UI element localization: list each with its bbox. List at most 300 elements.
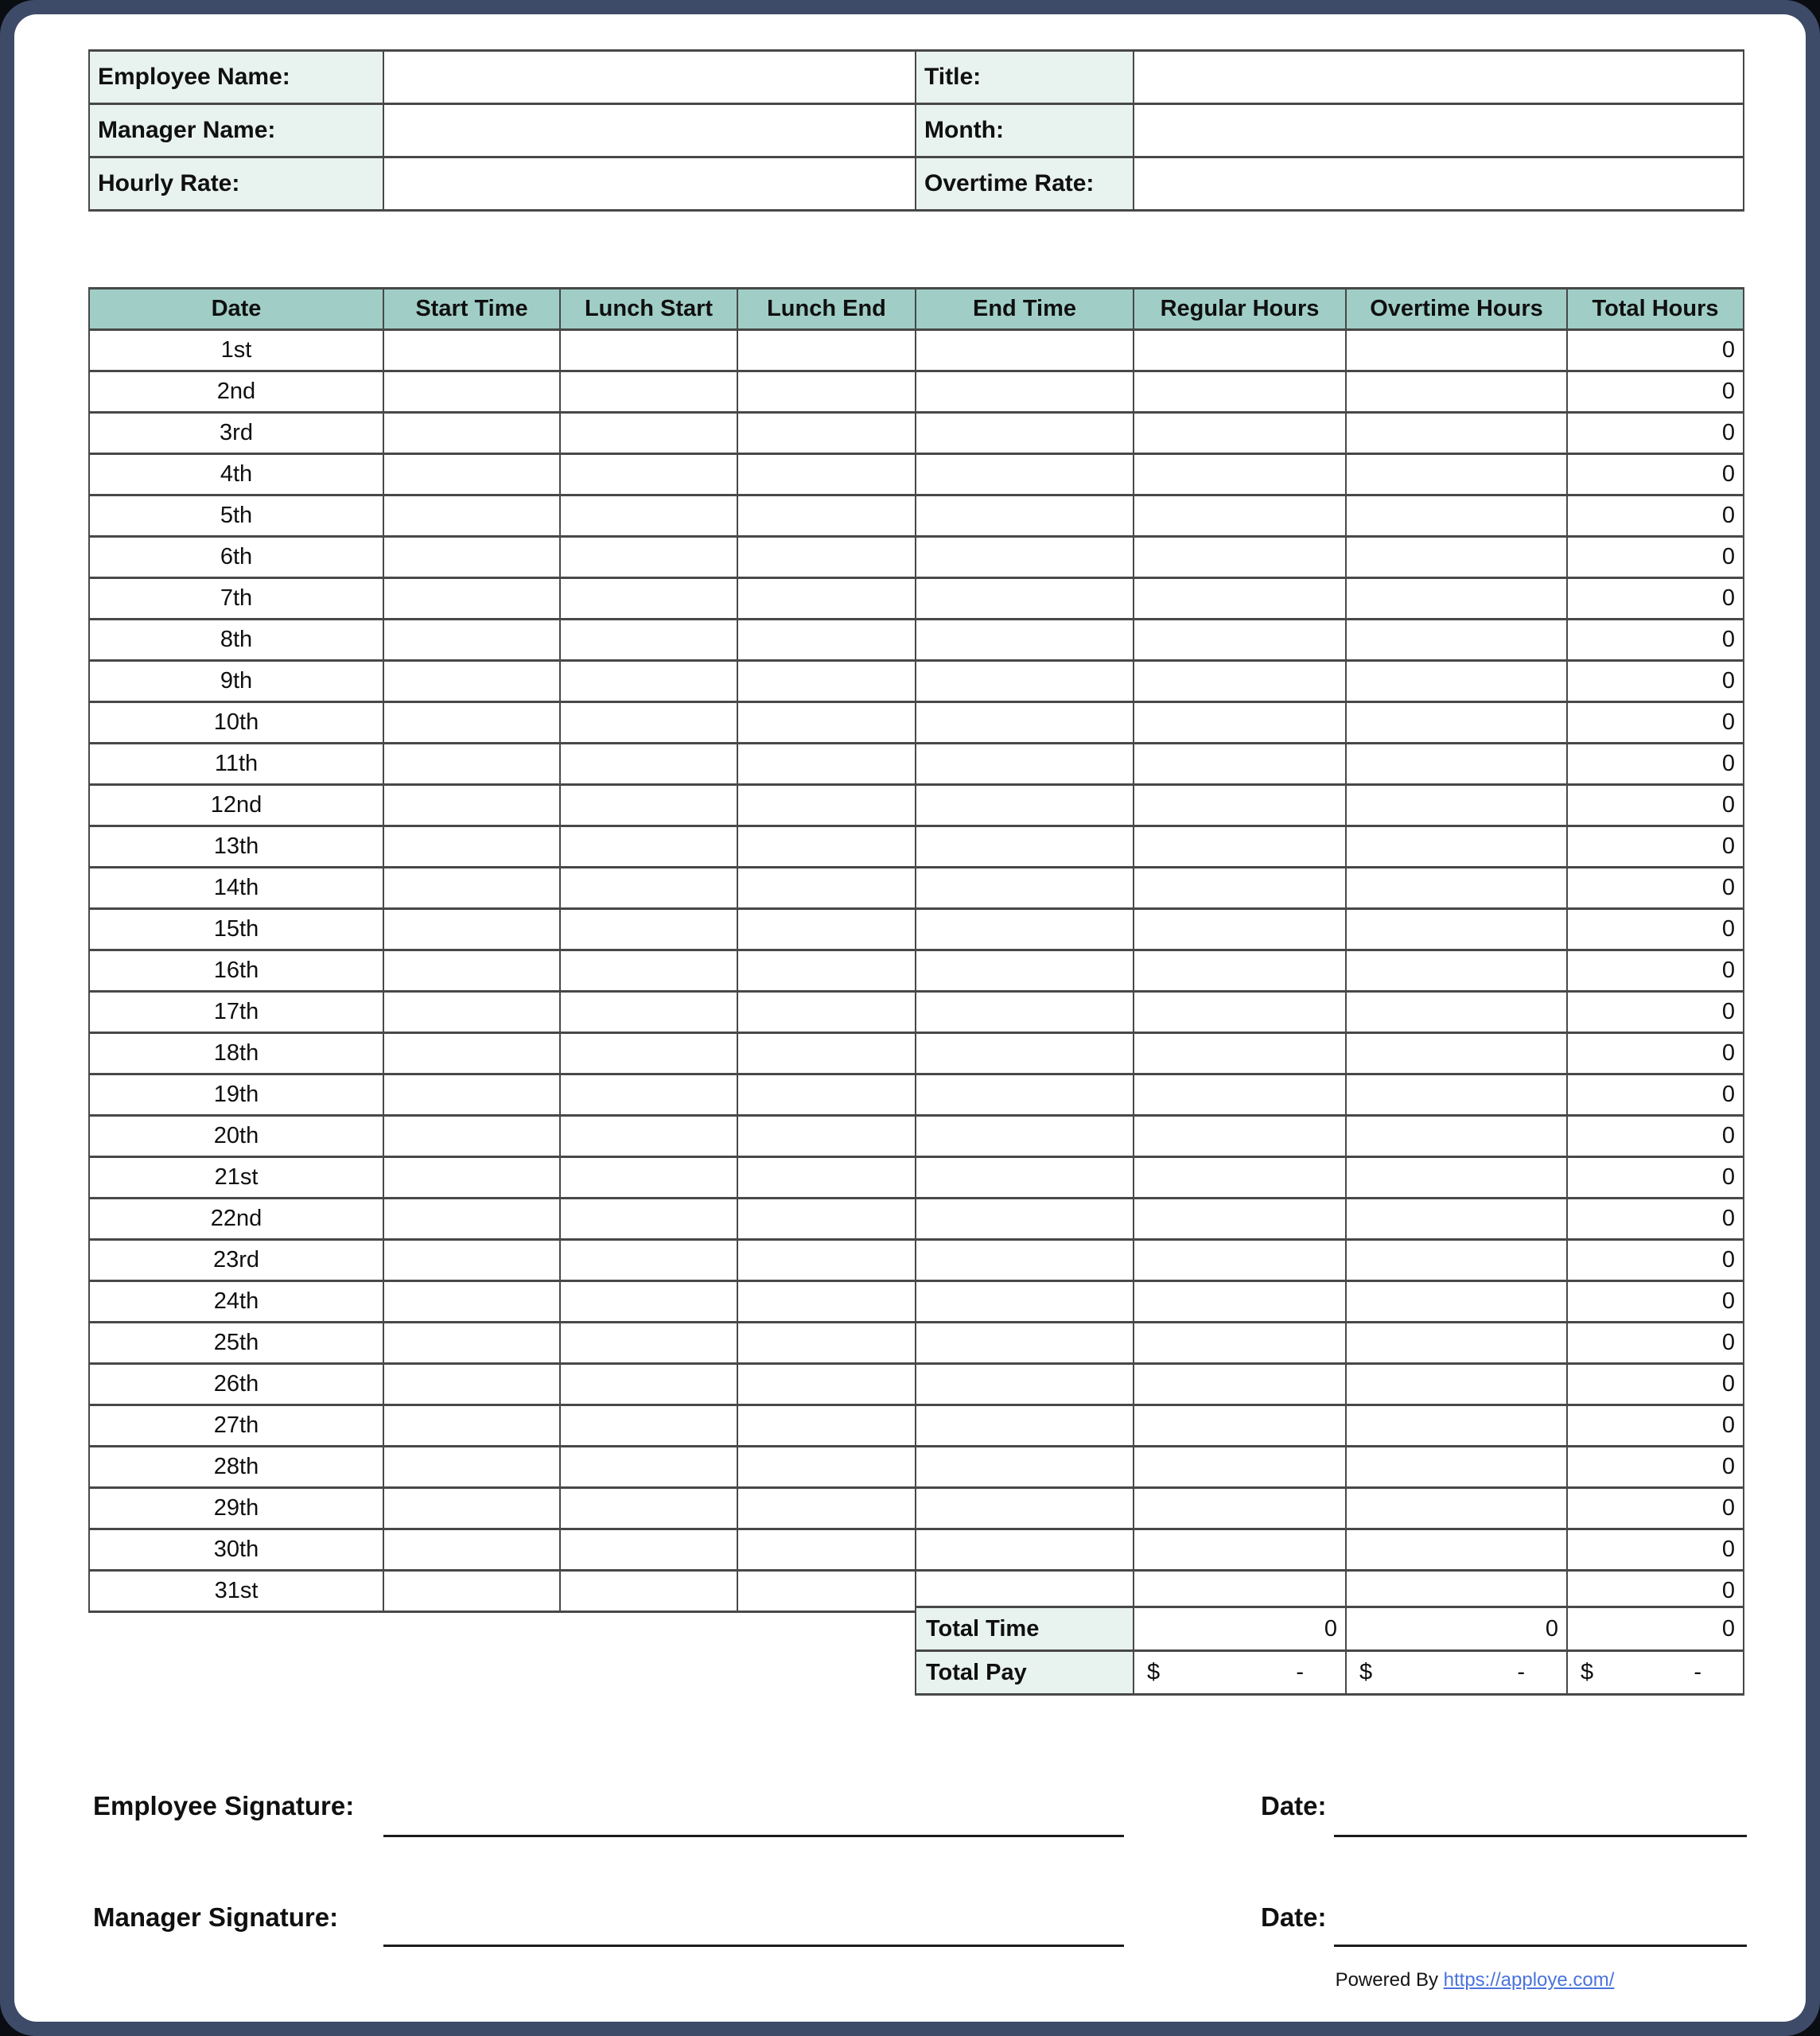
date-cell[interactable]: 12nd <box>89 785 383 826</box>
date-cell[interactable]: 30th <box>89 1529 383 1571</box>
total-hours-cell[interactable]: 0 <box>1567 537 1744 578</box>
total-hours-cell[interactable]: 0 <box>1567 1607 1744 1651</box>
total-hours-cell[interactable]: 0 <box>1567 1405 1744 1447</box>
currency-symbol: $ <box>1359 1659 1373 1685</box>
overtime-hours-cell[interactable] <box>1346 1323 1567 1364</box>
date-cell[interactable]: 5th <box>89 495 383 537</box>
lunch-end-cell[interactable] <box>737 454 916 495</box>
end-time-cell[interactable] <box>916 1364 1134 1405</box>
overtime-hours-cell[interactable] <box>1346 454 1567 495</box>
lunch-start-cell[interactable] <box>560 868 737 909</box>
overtime-hours-cell[interactable] <box>1346 826 1567 868</box>
lunch-start-cell[interactable] <box>560 578 737 620</box>
regular-hours-cell[interactable] <box>1134 1240 1346 1281</box>
end-time-cell[interactable] <box>916 909 1134 950</box>
end-time-cell[interactable] <box>916 868 1134 909</box>
apploye-link[interactable]: https://apploye.com/ <box>1443 1969 1615 1991</box>
end-time-cell[interactable] <box>916 413 1134 454</box>
date-cell[interactable]: 20th <box>89 1116 383 1157</box>
date-cell[interactable]: 7th <box>89 578 383 620</box>
end-time-cell[interactable] <box>916 1240 1134 1281</box>
lunch-start-cell[interactable] <box>560 661 737 702</box>
date-cell[interactable]: 29th <box>89 1488 383 1529</box>
start-time-cell[interactable] <box>383 992 560 1033</box>
total-hours-cell[interactable]: 0 <box>1567 1157 1744 1199</box>
total-hours-cell[interactable]: 0 <box>1567 1571 1744 1612</box>
overtime-hours-cell[interactable] <box>1346 330 1567 371</box>
currency-symbol: $ <box>1581 1659 1594 1685</box>
lunch-start-cell[interactable] <box>560 744 737 785</box>
overtime-hours-cell[interactable] <box>1346 578 1567 620</box>
lunch-start-cell[interactable] <box>560 1447 737 1488</box>
start-time-cell[interactable] <box>383 909 560 950</box>
lunch-end-cell[interactable] <box>737 661 916 702</box>
timesheet-row <box>89 1116 1744 1157</box>
regular-hours-cell[interactable] <box>1134 1364 1346 1405</box>
lunch-end-cell[interactable] <box>737 1240 916 1281</box>
start-time-cell[interactable] <box>383 1199 560 1240</box>
employee-name-field[interactable] <box>383 51 916 104</box>
lunch-start-cell[interactable] <box>560 495 737 537</box>
timesheet-row <box>89 1033 1744 1074</box>
date-cell[interactable]: 26th <box>89 1364 383 1405</box>
start-time-cell[interactable] <box>383 495 560 537</box>
lunch-end-cell[interactable] <box>737 578 916 620</box>
total-hours-cell[interactable]: 0 <box>1567 1364 1744 1405</box>
date-cell[interactable]: 3rd <box>89 413 383 454</box>
date-cell[interactable]: 18th <box>89 1033 383 1074</box>
date-cell[interactable]: 16th <box>89 950 383 992</box>
end-time-cell[interactable] <box>916 1157 1134 1199</box>
lunch-end-cell[interactable] <box>737 1323 916 1364</box>
lunch-start-cell[interactable] <box>560 826 737 868</box>
date-cell[interactable]: 10th <box>89 702 383 744</box>
lunch-start-cell[interactable] <box>560 330 737 371</box>
overtime-hours-cell[interactable] <box>1346 661 1567 702</box>
timesheet-row <box>89 1281 1744 1323</box>
regular-hours-cell[interactable] <box>1134 992 1346 1033</box>
lunch-start-cell[interactable] <box>560 785 737 826</box>
overtime-hours-cell[interactable] <box>1346 1240 1567 1281</box>
overtime-pay-cell[interactable] <box>1346 1651 1567 1695</box>
column-header-lunch-start: Lunch Start <box>560 289 737 330</box>
overtime-rate-label: Overtime Rate: <box>916 157 1134 211</box>
total-hours-cell[interactable]: 0 <box>1567 1488 1744 1529</box>
start-time-cell[interactable] <box>383 702 560 744</box>
total-hours-cell[interactable]: 0 <box>1567 909 1744 950</box>
overtime-hours-cell[interactable] <box>1346 1488 1567 1529</box>
lunch-end-cell[interactable] <box>737 992 916 1033</box>
total-hours-cell[interactable]: 0 <box>1567 992 1744 1033</box>
lunch-end-cell[interactable] <box>737 744 916 785</box>
end-time-cell[interactable] <box>916 1281 1134 1323</box>
date-cell[interactable]: 31st <box>89 1571 383 1612</box>
total-time-label: Total Time <box>916 1607 1134 1651</box>
start-time-cell[interactable] <box>383 1529 560 1571</box>
overtime-hours-cell[interactable] <box>1346 1199 1567 1240</box>
regular-hours-cell[interactable] <box>1134 785 1346 826</box>
start-time-cell[interactable] <box>383 1323 560 1364</box>
employee-signature-line[interactable] <box>383 1835 1124 1837</box>
timesheet-row <box>89 950 1744 992</box>
manager-signature-label: Manager Signature: <box>93 1902 339 1932</box>
end-time-cell[interactable] <box>916 454 1134 495</box>
regular-hours-cell[interactable] <box>1134 1199 1346 1240</box>
title-field[interactable] <box>1134 51 1744 104</box>
lunch-end-cell[interactable] <box>737 371 916 413</box>
regular-hours-cell[interactable] <box>1134 826 1346 868</box>
hourly-rate-label: Hourly Rate: <box>89 157 383 211</box>
hourly-rate-field[interactable] <box>383 157 916 211</box>
date-cell[interactable]: 21st <box>89 1157 383 1199</box>
date-cell[interactable]: 4th <box>89 454 383 495</box>
end-time-cell[interactable] <box>916 1116 1134 1157</box>
lunch-start-cell[interactable] <box>560 1405 737 1447</box>
lunch-end-cell[interactable] <box>737 1199 916 1240</box>
timesheet-row <box>89 620 1744 661</box>
lunch-end-cell[interactable] <box>737 785 916 826</box>
total-regular-hours-cell[interactable]: 0 <box>1134 1607 1346 1651</box>
lunch-start-cell[interactable] <box>560 992 737 1033</box>
date-cell[interactable]: 24th <box>89 1281 383 1323</box>
overtime-hours-cell[interactable] <box>1346 702 1567 744</box>
start-time-cell[interactable] <box>383 1033 560 1074</box>
overtime-hours-cell[interactable] <box>1346 868 1567 909</box>
total-hours-cell[interactable]: 0 <box>1567 454 1744 495</box>
regular-pay-cell[interactable] <box>1134 1651 1346 1695</box>
lunch-end-cell[interactable] <box>737 1447 916 1488</box>
timesheet-row <box>89 330 1744 371</box>
lunch-start-cell[interactable] <box>560 1240 737 1281</box>
pay-dash: - <box>1517 1659 1525 1685</box>
end-time-cell[interactable] <box>916 620 1134 661</box>
lunch-end-cell[interactable] <box>737 1571 916 1612</box>
overtime-hours-cell[interactable] <box>1346 1074 1567 1116</box>
start-time-cell[interactable] <box>383 620 560 661</box>
lunch-end-cell[interactable] <box>737 495 916 537</box>
regular-hours-cell[interactable] <box>1134 868 1346 909</box>
lunch-start-cell[interactable] <box>560 1364 737 1405</box>
timesheet-row <box>89 1488 1744 1529</box>
overtime-hours-cell[interactable] <box>1346 620 1567 661</box>
end-time-cell[interactable] <box>916 1199 1134 1240</box>
date-cell[interactable]: 2nd <box>89 371 383 413</box>
start-time-cell[interactable] <box>383 1447 560 1488</box>
regular-hours-cell[interactable] <box>1134 950 1346 992</box>
end-time-cell[interactable] <box>916 661 1134 702</box>
column-header-end-time: End Time <box>916 289 1134 330</box>
lunch-start-cell[interactable] <box>560 620 737 661</box>
total-pay-label: Total Pay <box>916 1651 1134 1695</box>
lunch-start-cell[interactable] <box>560 1157 737 1199</box>
overtime-hours-cell[interactable] <box>1346 1033 1567 1074</box>
total-hours-cell[interactable]: 0 <box>1567 1199 1744 1240</box>
regular-hours-cell[interactable] <box>1134 495 1346 537</box>
total-hours-cell[interactable]: 0 <box>1567 1281 1744 1323</box>
lunch-start-cell[interactable] <box>560 371 737 413</box>
total-hours-cell[interactable]: 0 <box>1567 1240 1744 1281</box>
end-time-cell[interactable] <box>916 1033 1134 1074</box>
regular-hours-cell[interactable] <box>1134 454 1346 495</box>
lunch-start-cell[interactable] <box>560 950 737 992</box>
lunch-start-cell[interactable] <box>560 1116 737 1157</box>
total-hours-cell[interactable]: 0 <box>1567 1074 1744 1116</box>
end-time-cell[interactable] <box>916 1488 1134 1529</box>
timesheet-row <box>89 1364 1744 1405</box>
start-time-cell[interactable] <box>383 785 560 826</box>
date-cell[interactable]: 15th <box>89 909 383 950</box>
regular-hours-cell[interactable] <box>1134 1116 1346 1157</box>
overtime-hours-cell[interactable] <box>1346 1405 1567 1447</box>
start-time-cell[interactable] <box>383 537 560 578</box>
total-hours-cell[interactable]: 0 <box>1567 578 1744 620</box>
lunch-end-cell[interactable] <box>737 1116 916 1157</box>
date-cell[interactable]: 27th <box>89 1405 383 1447</box>
date-cell[interactable]: 1st <box>89 330 383 371</box>
start-time-cell[interactable] <box>383 1405 560 1447</box>
lunch-end-cell[interactable] <box>737 868 916 909</box>
total-hours-cell[interactable]: 0 <box>1567 495 1744 537</box>
end-time-cell[interactable] <box>916 785 1134 826</box>
end-time-cell[interactable] <box>916 371 1134 413</box>
overtime-hours-cell[interactable] <box>1346 1157 1567 1199</box>
start-time-cell[interactable] <box>383 950 560 992</box>
end-time-cell[interactable] <box>916 1405 1134 1447</box>
overtime-hours-cell[interactable] <box>1346 1281 1567 1323</box>
total-hours-cell[interactable]: 0 <box>1567 826 1744 868</box>
manager-name-field[interactable] <box>383 104 916 157</box>
regular-hours-cell[interactable] <box>1134 909 1346 950</box>
lunch-end-cell[interactable] <box>737 537 916 578</box>
manager-date-line[interactable] <box>1334 1945 1747 1947</box>
start-time-cell[interactable] <box>383 1488 560 1529</box>
currency-symbol: $ <box>1147 1659 1161 1685</box>
start-time-cell[interactable] <box>383 868 560 909</box>
overtime-hours-cell[interactable] <box>1346 950 1567 992</box>
column-header-start-time: Start Time <box>383 289 560 330</box>
total-hours-cell[interactable]: 0 <box>1567 1116 1744 1157</box>
lunch-end-cell[interactable] <box>737 1529 916 1571</box>
date-cell[interactable]: 13th <box>89 826 383 868</box>
date-cell[interactable]: 22nd <box>89 1199 383 1240</box>
start-time-cell[interactable] <box>383 454 560 495</box>
end-time-cell[interactable] <box>916 330 1134 371</box>
lunch-end-cell[interactable] <box>737 1074 916 1116</box>
lunch-end-cell[interactable] <box>737 1405 916 1447</box>
total-pay-row <box>916 1651 1744 1695</box>
regular-hours-cell[interactable] <box>1134 578 1346 620</box>
total-hours-cell[interactable]: 0 <box>1567 413 1744 454</box>
regular-hours-cell[interactable] <box>1134 661 1346 702</box>
lunch-start-cell[interactable] <box>560 1571 737 1612</box>
overtime-hours-cell[interactable] <box>1346 495 1567 537</box>
total-hours-cell[interactable]: 0 <box>1567 785 1744 826</box>
lunch-end-cell[interactable] <box>737 1033 916 1074</box>
end-time-cell[interactable] <box>916 1447 1134 1488</box>
end-time-cell[interactable] <box>916 826 1134 868</box>
lunch-start-cell[interactable] <box>560 909 737 950</box>
start-time-cell[interactable] <box>383 1364 560 1405</box>
end-time-cell[interactable] <box>916 744 1134 785</box>
overtime-hours-cell[interactable] <box>1346 992 1567 1033</box>
date-cell[interactable]: 8th <box>89 620 383 661</box>
overtime-hours-cell[interactable] <box>1346 785 1567 826</box>
month-field[interactable] <box>1134 104 1744 157</box>
total-hours-cell[interactable]: 0 <box>1567 620 1744 661</box>
start-time-cell[interactable] <box>383 1116 560 1157</box>
overtime-rate-field[interactable] <box>1134 157 1744 211</box>
column-header-overtime-hours: Overtime Hours <box>1346 289 1567 330</box>
lunch-end-cell[interactable] <box>737 1364 916 1405</box>
regular-hours-cell[interactable] <box>1134 1074 1346 1116</box>
overtime-hours-cell[interactable] <box>1346 1364 1567 1405</box>
start-time-cell[interactable] <box>383 1571 560 1612</box>
regular-hours-cell[interactable] <box>1134 1033 1346 1074</box>
total-hours-cell[interactable]: 0 <box>1567 1447 1744 1488</box>
title-label: Title: <box>916 51 1134 104</box>
date-cell[interactable]: 23rd <box>89 1240 383 1281</box>
lunch-end-cell[interactable] <box>737 909 916 950</box>
date-cell[interactable]: 19th <box>89 1074 383 1116</box>
footer <box>1255 1969 1694 1991</box>
lunch-start-cell[interactable] <box>560 413 737 454</box>
lunch-start-cell[interactable] <box>560 1529 737 1571</box>
end-time-cell[interactable] <box>916 1529 1134 1571</box>
lunch-start-cell[interactable] <box>560 454 737 495</box>
start-time-cell[interactable] <box>383 330 560 371</box>
start-time-cell[interactable] <box>383 744 560 785</box>
regular-hours-cell[interactable] <box>1134 1447 1346 1488</box>
total-hours-cell[interactable]: 0 <box>1567 1033 1744 1074</box>
lunch-end-cell[interactable] <box>737 950 916 992</box>
date-cell[interactable]: 28th <box>89 1447 383 1488</box>
lunch-end-cell[interactable] <box>737 620 916 661</box>
regular-hours-cell[interactable] <box>1134 1405 1346 1447</box>
regular-hours-cell[interactable] <box>1134 413 1346 454</box>
month-label: Month: <box>916 104 1134 157</box>
total-overtime-hours-cell[interactable]: 0 <box>1346 1607 1567 1651</box>
regular-hours-cell[interactable] <box>1134 330 1346 371</box>
timesheet-row <box>89 1447 1744 1488</box>
lunch-start-cell[interactable] <box>560 1323 737 1364</box>
total-hours-cell[interactable]: 0 <box>1567 868 1744 909</box>
regular-hours-cell[interactable] <box>1134 537 1346 578</box>
start-time-cell[interactable] <box>383 661 560 702</box>
start-time-cell[interactable] <box>383 1240 560 1281</box>
regular-hours-cell[interactable] <box>1134 620 1346 661</box>
overtime-hours-cell[interactable] <box>1346 1447 1567 1488</box>
end-time-cell[interactable] <box>916 702 1134 744</box>
regular-hours-cell[interactable] <box>1134 1157 1346 1199</box>
timesheet-row <box>89 371 1744 413</box>
end-time-cell[interactable] <box>916 495 1134 537</box>
overtime-hours-cell[interactable] <box>1346 413 1567 454</box>
start-time-cell[interactable] <box>383 1157 560 1199</box>
date-cell[interactable]: 11th <box>89 744 383 785</box>
total-hours-cell[interactable]: 0 <box>1567 661 1744 702</box>
total-hours-cell[interactable]: 0 <box>1567 330 1744 371</box>
lunch-end-cell[interactable] <box>737 826 916 868</box>
total-hours-cell[interactable]: 0 <box>1567 1323 1744 1364</box>
timesheet-row <box>89 1240 1744 1281</box>
regular-hours-cell[interactable] <box>1134 1488 1346 1529</box>
overtime-hours-cell[interactable] <box>1346 537 1567 578</box>
start-time-cell[interactable] <box>383 826 560 868</box>
total-hours-cell[interactable]: 0 <box>1567 702 1744 744</box>
timesheet-row <box>89 826 1744 868</box>
info-row <box>89 157 1744 211</box>
date-cell[interactable]: 6th <box>89 537 383 578</box>
end-time-cell[interactable] <box>916 950 1134 992</box>
employee-date-line[interactable] <box>1334 1835 1747 1837</box>
date-cell[interactable]: 17th <box>89 992 383 1033</box>
timesheet-row <box>89 992 1744 1033</box>
regular-hours-cell[interactable] <box>1134 1529 1346 1571</box>
date-cell[interactable]: 9th <box>89 661 383 702</box>
lunch-end-cell[interactable] <box>737 413 916 454</box>
lunch-start-cell[interactable] <box>560 1281 737 1323</box>
overtime-hours-cell[interactable] <box>1346 744 1567 785</box>
overtime-hours-cell[interactable] <box>1346 909 1567 950</box>
end-time-cell[interactable] <box>916 992 1134 1033</box>
timesheet-row <box>89 495 1744 537</box>
timesheet-row <box>89 702 1744 744</box>
regular-hours-cell[interactable] <box>1134 702 1346 744</box>
total-hours-cell[interactable]: 0 <box>1567 950 1744 992</box>
regular-hours-cell[interactable] <box>1134 744 1346 785</box>
end-time-cell[interactable] <box>916 578 1134 620</box>
lunch-end-cell[interactable] <box>737 1488 916 1529</box>
end-time-cell[interactable] <box>916 1323 1134 1364</box>
lunch-end-cell[interactable] <box>737 1157 916 1199</box>
start-time-cell[interactable] <box>383 1074 560 1116</box>
lunch-end-cell[interactable] <box>737 1281 916 1323</box>
lunch-start-cell[interactable] <box>560 702 737 744</box>
timesheet-row <box>89 1323 1744 1364</box>
start-time-cell[interactable] <box>383 371 560 413</box>
lunch-start-cell[interactable] <box>560 537 737 578</box>
regular-hours-cell[interactable] <box>1134 1323 1346 1364</box>
timesheet-row <box>89 578 1744 620</box>
lunch-start-cell[interactable] <box>560 1074 737 1116</box>
regular-hours-cell[interactable] <box>1134 1281 1346 1323</box>
end-time-cell[interactable] <box>916 537 1134 578</box>
info-table <box>88 49 1744 212</box>
manager-date-label: Date: <box>1261 1902 1327 1932</box>
lunch-end-cell[interactable] <box>737 702 916 744</box>
start-time-cell[interactable] <box>383 413 560 454</box>
lunch-start-cell[interactable] <box>560 1488 737 1529</box>
total-hours-cell[interactable]: 0 <box>1567 744 1744 785</box>
start-time-cell[interactable] <box>383 1281 560 1323</box>
lunch-end-cell[interactable] <box>737 330 916 371</box>
regular-hours-cell[interactable] <box>1134 371 1346 413</box>
date-cell[interactable]: 14th <box>89 868 383 909</box>
date-cell[interactable]: 25th <box>89 1323 383 1364</box>
start-time-cell[interactable] <box>383 578 560 620</box>
lunch-start-cell[interactable] <box>560 1033 737 1074</box>
end-time-cell[interactable] <box>916 1074 1134 1116</box>
overtime-hours-cell[interactable] <box>1346 371 1567 413</box>
overtime-hours-cell[interactable] <box>1346 1116 1567 1157</box>
lunch-start-cell[interactable] <box>560 1199 737 1240</box>
overtime-hours-cell[interactable] <box>1346 1529 1567 1571</box>
total-pay-cell[interactable] <box>1567 1651 1744 1695</box>
timesheet-page <box>14 14 1806 2022</box>
total-hours-cell[interactable]: 0 <box>1567 1529 1744 1571</box>
manager-signature-line[interactable] <box>383 1945 1124 1947</box>
total-hours-cell[interactable]: 0 <box>1567 371 1744 413</box>
